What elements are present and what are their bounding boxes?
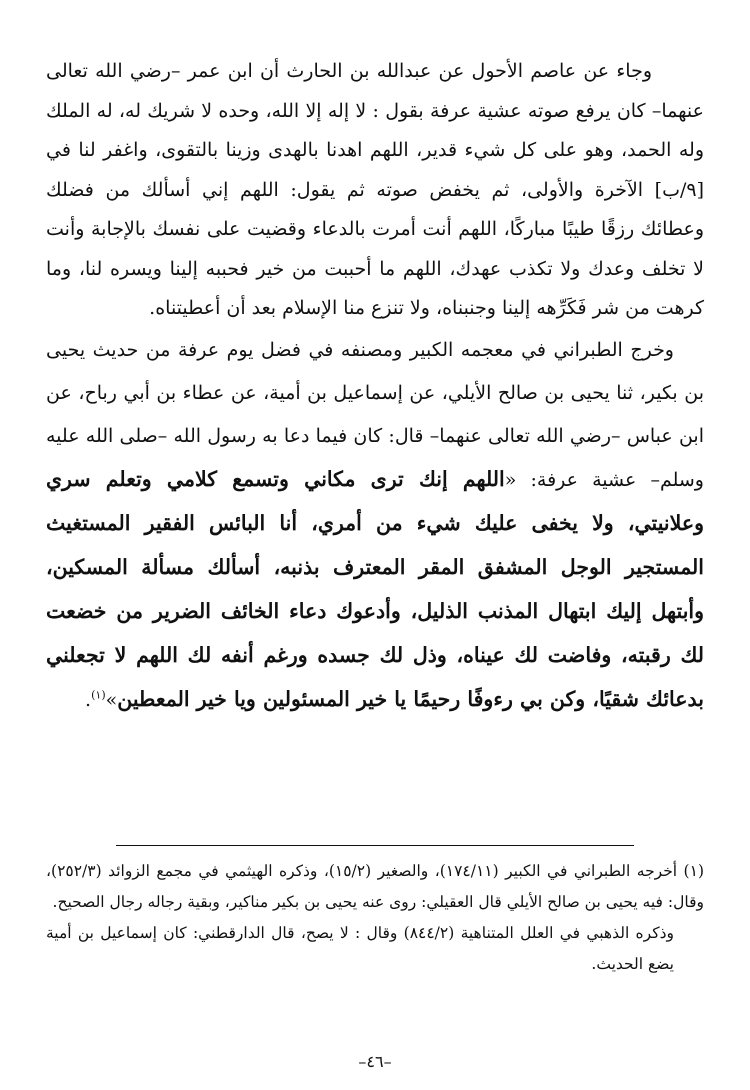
hadith-close-quote: » [105, 688, 118, 711]
paragraph-ibn-umar: وجاء عن عاصم الأحول عن عبدالله بن الحارث أن ابن عمر –رضي الله تعالى عنهما– كان يرفع صوته عشية عرفة بقول : لا إله إلا الله، وحده لا شريك له، له الملك وله الحمد، وهو على كل شيء قدير، اللهم اهدنا بالهدى وزينا بالتقوى، واغفر لنا في [٩/ب] الآخرة والأولى، ثم يخفض صوته ثم يقول: اللهم إني أسألك من فضلك وعطائك رزقًا طيبًا مباركًا، اللهم أنت أمرت بالدعاء وقضيت على نفسك بالإجابة وأنت لا تخلف وعدك ولا تكذب عهدك، اللهم ما أحببت من خير فحببه إلينا ويسره لنا، وما كرهت من شر فَكَرِّهه إلينا وجنبناه، ولا تنزع منا الإسلام بعد أن أعطيتناه. [46, 60, 704, 319]
footnote-ref[interactable]: (١) [91, 688, 106, 702]
footnotes [46, 856, 704, 980]
hadith-intro: وخرج الطبراني في معجمه الكبير ومصنفه في فضل يوم عرفة من حديث يحيى بن بكير، ثنا يحيى بن صالح الأيلي، عن إسماعيل بن أمية، عن عطاء بن أبي رباح، عن ابن عباس –رضي الله تعالى عنهما– قال: كان فيما دعا به رسول الله –صلى الله عليه وسلم– عشية عرفة: « [46, 338, 704, 491]
paragraph-tabarani [46, 329, 704, 722]
page-number: –٤٦– [358, 1052, 392, 1071]
hadith-dua-text: اللهم إنك ترى مكاني وتسمع كلامي وتعلم سري وعلانيتي، ولا يخفى عليك شيء من أمري، أنا البائس الفقير المستغيث المستجير الوجل المشفق المقر المعترف بذنبه، أسألك مسألة المسكين، وأبتهل إليك ابتهال المذنب الذليل، وأدعوك دعاء الخائف الضرير من خضعت لك رقبته، وفاضت لك عيناه، وذل لك جسده ورغم أنفه لك اللهم لا تجعلني بدعائك شقيًا، وكن بي رءوفًا رحيمًا يا خير المسئولين ويا خير المعطين [46, 466, 704, 711]
footnote-divider [116, 845, 634, 846]
footnote-1-continued: وذكره الذهبي في العلل المتناهية (٨٤٤/٢) وقال : لا يصح، قال الدارقطني: كان إسماعيل بن أمية يضع الحديث. [46, 924, 674, 973]
hadith-end: . [85, 688, 92, 711]
footnote-1: (١) أخرجه الطبراني في الكبير (١٧٤/١١)، والصغير (١٥/٢)، وذكره الهيثمي في مجمع الزوائد (٢٥٢/٣)، وقال: فيه يحيى بن صالح الأيلي قال العقيلي: روى عنه يحيى بن بكير مناكير، وبقية رجاله رجال الصحيح. [46, 862, 704, 911]
main-text [46, 52, 704, 722]
